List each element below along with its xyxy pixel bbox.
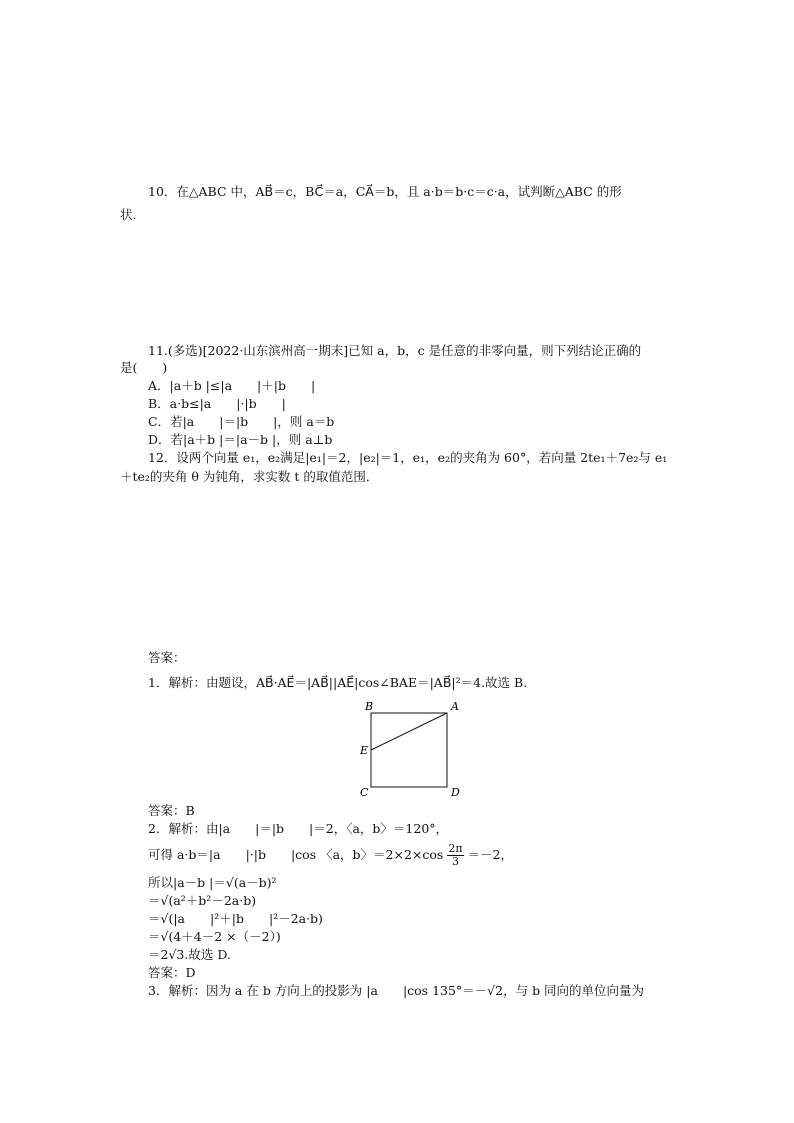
label-e: E — [360, 744, 369, 757]
segment-ae — [371, 713, 447, 750]
fraction-2pi-over-3 — [447, 843, 463, 868]
answer-2: 答案：D — [148, 965, 196, 980]
label-c: C — [360, 786, 369, 798]
q11-option-a: A．|a＋b |≤|a |＋|b | — [148, 378, 316, 393]
solution-2-line2-text: 可得 a·b＝|a |·|b |cos 〈a，b〉＝2×2×cos — [148, 847, 444, 862]
q11-option-d: D．若|a＋b |＝|a－b |，则 a⊥b — [148, 432, 333, 447]
solution-2-line2 — [148, 843, 513, 868]
answers-heading: 答案： — [148, 650, 186, 665]
solution-2-line3: 所以|a－b |＝√(a－b)² — [148, 875, 277, 890]
solution-2-line1: 2．解析：由|a |＝|b |＝2，〈a，b〉＝120°， — [148, 821, 449, 836]
q10-line2: 状． — [120, 207, 146, 222]
fraction-numerator: 2π — [448, 842, 463, 855]
fraction-denominator: 3 — [451, 855, 459, 868]
solution-2-line4: ＝√(a²＋b²－2a·b) — [148, 893, 257, 908]
q11-line2: 是( ) — [120, 360, 168, 375]
label-b: B — [365, 700, 374, 713]
q12-line2: ＋te₂的夹角 θ 为钝角，求实数 t 的取值范围． — [120, 469, 379, 484]
label-a: A — [451, 700, 459, 713]
q11-option-c: C．若|a |＝|b |，则 a＝b — [148, 414, 335, 429]
q11-option-b: B．a·b≤|a |·|b | — [148, 396, 286, 411]
square-figure — [355, 698, 465, 798]
answer-1: 答案：B — [148, 803, 195, 818]
solution-2-line6: ＝√(4＋4－2 ×（－2）) — [148, 929, 281, 944]
solution-1: 1．解析：由题设，AB⃗·AE⃗＝|AB⃗||AE⃗|cos∠BAE＝|AB⃗|²＝4.故选 B. — [148, 675, 528, 690]
solution-2-line5: ＝√(|a |²＋|b |²－2a·b) — [148, 911, 323, 926]
solution-2-line7: ＝2√3.故选 D. — [148, 947, 231, 962]
label-d: D — [451, 786, 460, 798]
solution-2-line2-result: ＝－2， — [467, 847, 513, 862]
q11-line1: 11.(多选)[2022·山东滨州高一期末]已知 a，b，c 是任意的非零向量，则下列结论正确的 — [148, 343, 642, 358]
solution-3-line1: 3．解析：因为 a 在 b 方向上的投影为 |a |cos 135°＝－√2，与 b 同向的单位向量为 — [148, 983, 645, 998]
q10-line1: 10．在△ABC 中，AB⃗＝c，BC⃗＝a，CA⃗＝b，且 a·b＝b·c＝c·a，试判断△ABC 的形 — [148, 184, 622, 199]
q12-line1: 12．设两个向量 e₁，e₂满足|e₁|＝2，|e₂|＝1，e₁，e₂的夹角为 60°，若向量 2te₁＋7e₂与 e₁ — [148, 450, 668, 465]
square-abcd — [371, 713, 447, 787]
